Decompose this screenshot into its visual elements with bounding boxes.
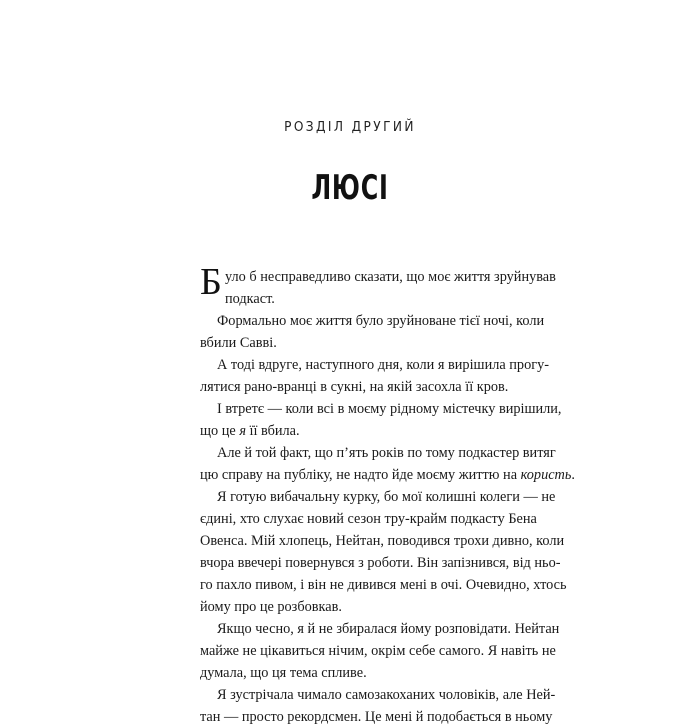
text-line: тан — просто рекордсмен. Це мені й подобається в ньому	[200, 709, 553, 725]
text-line: вбили Савві.	[200, 335, 277, 351]
text-line: Я готую вибачальну курку, бо мої колишні колеги — не	[217, 489, 556, 505]
text-line: єдині, хто слухає новий сезон тру-крайм подкасту Бена	[200, 511, 537, 527]
text-line: вчора ввечері повернувся з роботи. Він запізнився, від ньо-	[200, 555, 561, 571]
opening-paragraph	[200, 261, 556, 310]
italic-word: користь	[520, 467, 572, 483]
text-line: Формально моє життя було зруйноване тієї ночі, коли	[217, 313, 545, 329]
text-line: лятися рано-вранці в сукні, на якій засохла її кров.	[200, 379, 509, 395]
text-line: майже не цікавиться нічим, окрім себе самого. Я навіть не	[200, 643, 556, 659]
chapter-title: ЛЮСІ	[311, 168, 389, 208]
text-line	[200, 420, 500, 442]
text-fragment: її вбила.	[245, 423, 300, 439]
chapter-label: РОЗДІЛ ДРУГИЙ	[284, 119, 416, 135]
text-line: уло б несправедливо сказати, що моє життя зруйнував	[225, 269, 556, 285]
text-fragment: що це	[200, 423, 240, 439]
text-line: подкаст.	[225, 291, 275, 307]
text-line	[200, 464, 575, 486]
body-text	[200, 261, 575, 728]
text-line: Але й той факт, що п’ять років по тому подкастер витяг	[217, 445, 556, 461]
italic-word: я	[239, 423, 246, 439]
text-line: го пахло пивом, і він не дивився мені в очі. Очевидно, хтось	[200, 577, 567, 593]
text-line: Овенса. Мій хлопець, Нейтан, поводився трохи дивно, коли	[200, 533, 565, 549]
text-line: А тоді вдруге, наступного дня, коли я вирішила прогу-	[217, 357, 549, 373]
text-fragment: .	[571, 467, 575, 483]
text-line: І втретє — коли всі в моєму рідному містечку вирішили,	[217, 401, 562, 417]
text-fragment: цю справу на публіку, не надто йде моєму життю на	[200, 467, 521, 483]
text-line: Якщо чесно, я й не збиралася йому розповідати. Нейтан	[217, 621, 560, 637]
drop-cap: Б	[200, 261, 222, 303]
text-line: думала, що ця тема спливе.	[200, 665, 367, 681]
text-line: Я зустрічала чимало самозакоханих чоловіків, але Ней-	[217, 687, 556, 703]
text-line: йому про це розбовкав.	[200, 599, 342, 615]
